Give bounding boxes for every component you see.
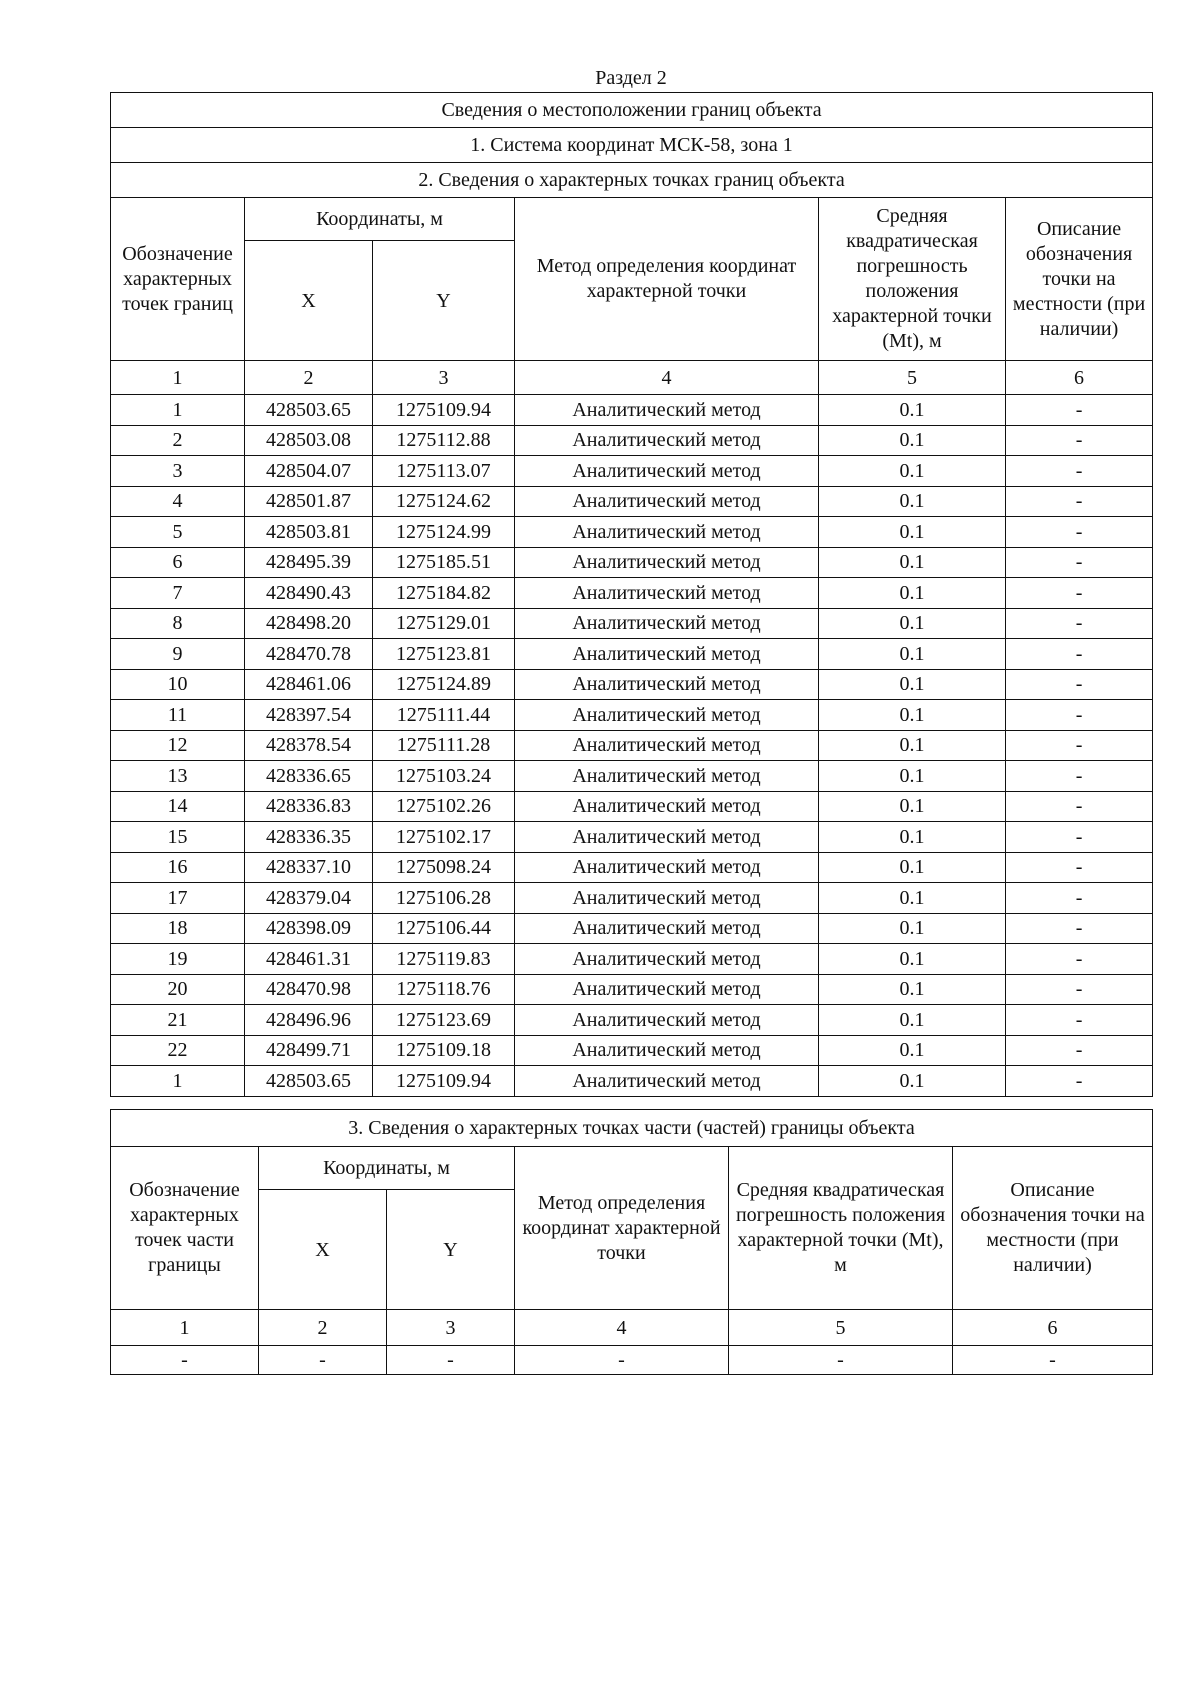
cell-accuracy: 0.1 <box>819 822 1006 853</box>
cell-method: Аналитический метод <box>515 1066 819 1097</box>
header-coordinates: Координаты, м <box>245 198 515 241</box>
cell-x: 428398.09 <box>245 913 373 944</box>
table-row <box>111 517 1153 548</box>
cell-description: - <box>1006 456 1153 487</box>
cell-accuracy: 0.1 <box>819 913 1006 944</box>
cell-y: 1275124.99 <box>373 517 515 548</box>
column-number: 3 <box>387 1310 515 1346</box>
cell-method: Аналитический метод <box>515 944 819 975</box>
cell-description: - <box>1006 669 1153 700</box>
cell-accuracy: 0.1 <box>819 883 1006 914</box>
cell-x: 428490.43 <box>245 578 373 609</box>
header-y: Y <box>387 1190 515 1310</box>
cell-x: 428470.98 <box>245 974 373 1005</box>
cell-y: 1275102.17 <box>373 822 515 853</box>
cell-method: - <box>515 1346 729 1375</box>
cell-x: 428336.35 <box>245 822 373 853</box>
cell-point: 11 <box>111 700 245 731</box>
cell-accuracy: 0.1 <box>819 669 1006 700</box>
cell-x: 428496.96 <box>245 1005 373 1036</box>
cell-point: 3 <box>111 456 245 487</box>
cell-y: 1275112.88 <box>373 425 515 456</box>
header-description: Описание обозначения точки на местности (при наличии) <box>953 1147 1153 1310</box>
cell-point: 14 <box>111 791 245 822</box>
cell-y: 1275109.18 <box>373 1035 515 1066</box>
table-row <box>111 730 1153 761</box>
cell-point: 1 <box>111 395 245 426</box>
cell-point: 22 <box>111 1035 245 1066</box>
table-row <box>111 1005 1153 1036</box>
cell-x: 428503.81 <box>245 517 373 548</box>
cell-method: Аналитический метод <box>515 974 819 1005</box>
cell-y: 1275118.76 <box>373 974 515 1005</box>
cell-method: Аналитический метод <box>515 730 819 761</box>
cell-x: - <box>259 1346 387 1375</box>
cell-description: - <box>1006 395 1153 426</box>
cell-y: 1275123.81 <box>373 639 515 670</box>
cell-accuracy: 0.1 <box>819 1066 1006 1097</box>
cell-y: - <box>387 1346 515 1375</box>
column-number: 2 <box>245 361 373 395</box>
column-number: 5 <box>819 361 1006 395</box>
cell-y: 1275185.51 <box>373 547 515 578</box>
cell-accuracy: - <box>729 1346 953 1375</box>
cell-point: 9 <box>111 639 245 670</box>
cell-accuracy: 0.1 <box>819 761 1006 792</box>
cell-method: Аналитический метод <box>515 822 819 853</box>
cell-method: Аналитический метод <box>515 395 819 426</box>
header-point-designation: Обозначение характерных точек границ <box>111 198 245 361</box>
cell-accuracy: 0.1 <box>819 791 1006 822</box>
cell-y: 1275111.44 <box>373 700 515 731</box>
cell-description: - <box>1006 761 1153 792</box>
cell-accuracy: 0.1 <box>819 1005 1006 1036</box>
cell-description: - <box>1006 730 1153 761</box>
cell-accuracy: 0.1 <box>819 456 1006 487</box>
table-row <box>111 425 1153 456</box>
section-label: Раздел 2 <box>595 67 667 89</box>
cell-accuracy: 0.1 <box>819 547 1006 578</box>
cell-x: 428379.04 <box>245 883 373 914</box>
column-numbers-row <box>111 1310 1153 1346</box>
cell-y: 1275124.89 <box>373 669 515 700</box>
cell-x: 428461.31 <box>245 944 373 975</box>
cell-description: - <box>953 1346 1153 1375</box>
header-y: Y <box>373 241 515 361</box>
table-row <box>111 1066 1153 1097</box>
column-number: 4 <box>515 361 819 395</box>
column-number: 1 <box>111 1310 259 1346</box>
cell-method: Аналитический метод <box>515 578 819 609</box>
column-number: 3 <box>373 361 515 395</box>
header-x: X <box>245 241 373 361</box>
cell-method: Аналитический метод <box>515 669 819 700</box>
cell-description: - <box>1006 608 1153 639</box>
cell-method: Аналитический метод <box>515 1035 819 1066</box>
cell-description: - <box>1006 547 1153 578</box>
cell-x: 428498.20 <box>245 608 373 639</box>
cell-description: - <box>1006 791 1153 822</box>
cell-y: 1275098.24 <box>373 852 515 883</box>
cell-point: 16 <box>111 852 245 883</box>
cell-accuracy: 0.1 <box>819 730 1006 761</box>
coordinate-system: 1. Система координат МСК-58, зона 1 <box>111 128 1153 163</box>
cell-description: - <box>1006 578 1153 609</box>
cell-description: - <box>1006 486 1153 517</box>
cell-point: - <box>111 1346 259 1375</box>
header-accuracy: Средняя квадратическая погрешность положения характерной точки (Mt), м <box>819 198 1006 361</box>
cell-description: - <box>1006 974 1153 1005</box>
cell-point: 15 <box>111 822 245 853</box>
cell-accuracy: 0.1 <box>819 578 1006 609</box>
cell-x: 428470.78 <box>245 639 373 670</box>
column-number: 6 <box>1006 361 1153 395</box>
table-row <box>111 486 1153 517</box>
cell-y: 1275109.94 <box>373 395 515 426</box>
cell-x: 428503.08 <box>245 425 373 456</box>
cell-x: 428336.65 <box>245 761 373 792</box>
cell-description: - <box>1006 883 1153 914</box>
cell-point: 8 <box>111 608 245 639</box>
cell-point: 1 <box>111 1066 245 1097</box>
table-row <box>111 608 1153 639</box>
cell-method: Аналитический метод <box>515 852 819 883</box>
table-row <box>111 669 1153 700</box>
column-number: 6 <box>953 1310 1153 1346</box>
cell-y: 1275102.26 <box>373 791 515 822</box>
cell-y: 1275109.94 <box>373 1066 515 1097</box>
header-method: Метод определения координат характерной точки <box>515 1147 729 1310</box>
cell-x: 428499.71 <box>245 1035 373 1066</box>
column-number: 5 <box>729 1310 953 1346</box>
cell-description: - <box>1006 517 1153 548</box>
cell-x: 428397.54 <box>245 700 373 731</box>
cell-point: 5 <box>111 517 245 548</box>
cell-y: 1275103.24 <box>373 761 515 792</box>
cell-method: Аналитический метод <box>515 913 819 944</box>
cell-x: 428504.07 <box>245 456 373 487</box>
table-row <box>111 700 1153 731</box>
cell-point: 18 <box>111 913 245 944</box>
cell-accuracy: 0.1 <box>819 425 1006 456</box>
cell-point: 4 <box>111 486 245 517</box>
cell-method: Аналитический метод <box>515 425 819 456</box>
cell-y: 1275106.44 <box>373 913 515 944</box>
cell-point: 2 <box>111 425 245 456</box>
cell-accuracy: 0.1 <box>819 608 1006 639</box>
cell-accuracy: 0.1 <box>819 1035 1006 1066</box>
part-points-table <box>110 1109 1153 1375</box>
cell-y: 1275113.07 <box>373 456 515 487</box>
cell-y: 1275106.28 <box>373 883 515 914</box>
header-point-designation: Обозначение характерных точек части границы <box>111 1147 259 1310</box>
table-row <box>111 1346 1153 1375</box>
cell-point: 12 <box>111 730 245 761</box>
table-row <box>111 944 1153 975</box>
cell-x: 428336.83 <box>245 791 373 822</box>
cell-y: 1275111.28 <box>373 730 515 761</box>
cell-y: 1275124.62 <box>373 486 515 517</box>
cell-accuracy: 0.1 <box>819 700 1006 731</box>
cell-description: - <box>1006 822 1153 853</box>
cell-point: 10 <box>111 669 245 700</box>
boundary-points-title: 2. Сведения о характерных точках границ объекта <box>111 163 1153 198</box>
cell-accuracy: 0.1 <box>819 944 1006 975</box>
table-row <box>111 974 1153 1005</box>
table-row <box>111 883 1153 914</box>
column-number: 2 <box>259 1310 387 1346</box>
table-row <box>111 578 1153 609</box>
cell-description: - <box>1006 852 1153 883</box>
cell-method: Аналитический метод <box>515 639 819 670</box>
cell-accuracy: 0.1 <box>819 486 1006 517</box>
cell-description: - <box>1006 700 1153 731</box>
cell-x: 428378.54 <box>245 730 373 761</box>
table-row <box>111 761 1153 792</box>
cell-description: - <box>1006 944 1153 975</box>
column-number: 1 <box>111 361 245 395</box>
cell-description: - <box>1006 639 1153 670</box>
cell-accuracy: 0.1 <box>819 517 1006 548</box>
header-coordinates: Координаты, м <box>259 1147 515 1190</box>
table-row <box>111 791 1153 822</box>
cell-description: - <box>1006 1035 1153 1066</box>
part-points-title: 3. Сведения о характерных точках части (частей) границы объекта <box>111 1110 1153 1147</box>
cell-point: 6 <box>111 547 245 578</box>
main-title: Сведения о местоположении границ объекта <box>111 93 1153 128</box>
cell-description: - <box>1006 425 1153 456</box>
column-number: 4 <box>515 1310 729 1346</box>
header-method: Метод определения координат характерной точки <box>515 198 819 361</box>
cell-x: 428501.87 <box>245 486 373 517</box>
cell-x: 428503.65 <box>245 395 373 426</box>
cell-point: 17 <box>111 883 245 914</box>
table-row <box>111 547 1153 578</box>
cell-accuracy: 0.1 <box>819 852 1006 883</box>
cell-y: 1275184.82 <box>373 578 515 609</box>
cell-y: 1275123.69 <box>373 1005 515 1036</box>
cell-x: 428337.10 <box>245 852 373 883</box>
cell-point: 19 <box>111 944 245 975</box>
cell-description: - <box>1006 1005 1153 1036</box>
table-row <box>111 395 1153 426</box>
cell-x: 428503.65 <box>245 1066 373 1097</box>
header-x: X <box>259 1190 387 1310</box>
cell-method: Аналитический метод <box>515 517 819 548</box>
cell-accuracy: 0.1 <box>819 639 1006 670</box>
cell-x: 428461.06 <box>245 669 373 700</box>
header-accuracy: Средняя квадратическая погрешность положения характерной точки (Mt), м <box>729 1147 953 1310</box>
column-numbers-row <box>111 361 1153 395</box>
cell-accuracy: 0.1 <box>819 974 1006 1005</box>
cell-method: Аналитический метод <box>515 791 819 822</box>
table-row <box>111 1035 1153 1066</box>
cell-point: 13 <box>111 761 245 792</box>
table-row <box>111 913 1153 944</box>
cell-method: Аналитический метод <box>515 547 819 578</box>
cell-method: Аналитический метод <box>515 608 819 639</box>
cell-point: 21 <box>111 1005 245 1036</box>
cell-method: Аналитический метод <box>515 1005 819 1036</box>
cell-accuracy: 0.1 <box>819 395 1006 426</box>
cell-description: - <box>1006 1066 1153 1097</box>
table-row <box>111 852 1153 883</box>
table-row <box>111 456 1153 487</box>
cell-y: 1275129.01 <box>373 608 515 639</box>
cell-x: 428495.39 <box>245 547 373 578</box>
cell-point: 20 <box>111 974 245 1005</box>
cell-description: - <box>1006 913 1153 944</box>
cell-method: Аналитический метод <box>515 883 819 914</box>
header-description: Описание обозначения точки на местности (при наличии) <box>1006 198 1153 361</box>
cell-method: Аналитический метод <box>515 700 819 731</box>
table-row <box>111 639 1153 670</box>
cell-method: Аналитический метод <box>515 761 819 792</box>
cell-method: Аналитический метод <box>515 456 819 487</box>
boundary-points-table <box>110 92 1153 1097</box>
table-row <box>111 822 1153 853</box>
cell-y: 1275119.83 <box>373 944 515 975</box>
cell-point: 7 <box>111 578 245 609</box>
cell-method: Аналитический метод <box>515 486 819 517</box>
